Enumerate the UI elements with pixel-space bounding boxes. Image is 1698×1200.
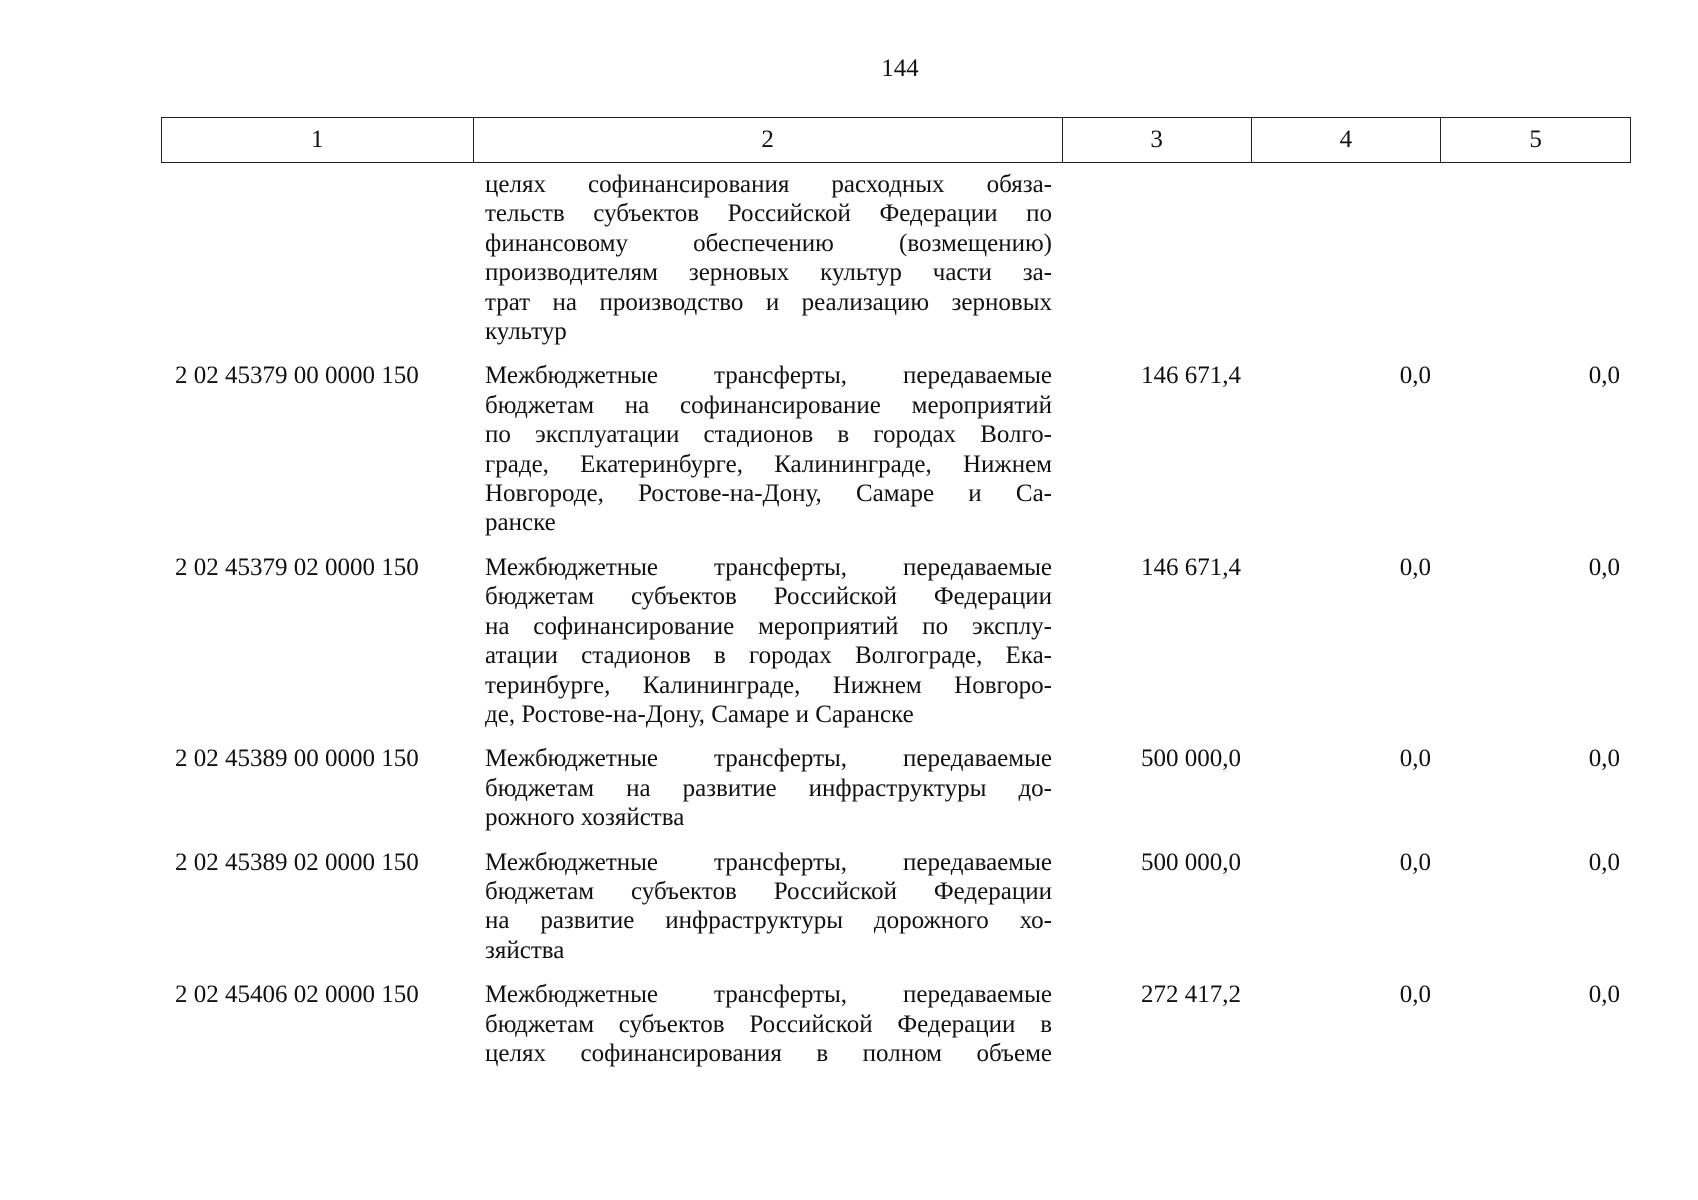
value-col-4 (1252, 170, 1442, 346)
budget-code: 2 02 45379 02 0000 150 (175, 553, 419, 581)
description-line: бюджетам на софинансирование мероприятий (485, 391, 1052, 419)
header-col-1: 1 (162, 118, 474, 162)
value-col-5: 0,0 (1588, 745, 1620, 773)
header-col-3: 3 (1063, 118, 1252, 162)
header-col-2: 2 (474, 118, 1063, 162)
value-col-3: 500 000,0 (1141, 745, 1241, 773)
description-line: теринбурге, Калининграде, Нижнем Новгоро- (485, 671, 1052, 699)
description-line: граде, Екатеринбурге, Калининграде, Нижнем (485, 450, 1052, 478)
table-row (161, 361, 1631, 537)
description-line: Межбюджетные трансферты, передаваемые (485, 848, 1052, 876)
description-line: по эксплуатации стадионов в городах Волго- (485, 421, 1052, 449)
description-line: целях софинансирования расходных обяза- (485, 171, 1052, 198)
description-line: культур (485, 318, 567, 346)
table-header (161, 117, 1631, 163)
description-line: трат на производство и реализацию зерновых (485, 288, 1052, 316)
description-line: на софинансирование мероприятий по эксплу- (485, 612, 1052, 640)
description-line: на развитие инфраструктуры дорожного хо- (485, 907, 1052, 935)
budget-code (161, 170, 473, 346)
table-row (161, 170, 1631, 346)
budget-code: 2 02 45406 02 0000 150 (175, 981, 419, 1009)
value-col-4: 0,0 (1399, 553, 1431, 581)
description-line: рожного хозяйства (485, 804, 685, 832)
value-col-4: 0,0 (1399, 362, 1431, 390)
description-line: бюджетам субъектов Российской Федерации (485, 877, 1052, 905)
header-col-5: 5 (1529, 126, 1542, 153)
description (473, 744, 1063, 832)
table-body (161, 170, 1631, 1083)
value-col-5 (1442, 170, 1631, 346)
description-line: тельств субъектов Российской Федерации по (485, 200, 1052, 228)
value-col-4: 0,0 (1399, 745, 1431, 773)
value-col-3: 500 000,0 (1141, 848, 1241, 876)
description-line: зяйства (485, 936, 565, 964)
description (473, 361, 1063, 537)
description (473, 980, 1063, 1068)
value-col-4: 0,0 (1399, 848, 1431, 876)
description-line: де, Ростове-на-Дону, Самаре и Саранске (485, 700, 914, 728)
description-line: атации стадионов в городах Волгограде, Ека- (485, 642, 1052, 670)
description-line: производителям зерновых культур части за- (485, 259, 1052, 287)
description-line: Межбюджетные трансферты, передаваемые (485, 553, 1052, 581)
table-row (161, 553, 1631, 729)
value-col-3 (1063, 170, 1252, 346)
description-line: бюджетам субъектов Российской Федерации (485, 583, 1052, 611)
value-col-4: 0,0 (1399, 981, 1431, 1009)
budget-code: 2 02 45379 00 0000 150 (175, 362, 419, 390)
table-row (161, 980, 1631, 1068)
description-line: ранске (485, 509, 556, 537)
table-row (161, 744, 1631, 832)
value-col-5: 0,0 (1588, 981, 1620, 1009)
budget-code: 2 02 45389 00 0000 150 (175, 745, 419, 773)
value-col-3: 146 671,4 (1141, 362, 1241, 390)
description (473, 553, 1063, 729)
description-line: Межбюджетные трансферты, передаваемые (485, 362, 1052, 390)
table-row (161, 848, 1631, 966)
description-line: бюджетам на развитие инфраструктуры до- (485, 774, 1052, 802)
description-line: Межбюджетные трансферты, передаваемые (485, 981, 1052, 1009)
budget-code: 2 02 45389 02 0000 150 (175, 848, 419, 876)
value-col-5: 0,0 (1588, 848, 1620, 876)
value-col-5: 0,0 (1588, 553, 1620, 581)
value-col-3: 272 417,2 (1141, 981, 1241, 1009)
header-col-4: 4 (1252, 118, 1442, 162)
description-line: Межбюджетные трансферты, передаваемые (485, 745, 1052, 773)
description (473, 848, 1063, 966)
description-line: бюджетам субъектов Российской Федерации в (485, 1010, 1052, 1038)
description-line: целях софинансирования в полном объеме (485, 1039, 1052, 1067)
description-line: финансовому обеспечению (возмещению) (485, 229, 1052, 257)
value-col-3: 146 671,4 (1141, 553, 1241, 581)
description-line: Новгороде, Ростове-на-Дону, Самаре и Са- (485, 480, 1052, 508)
page-number: 144 (881, 55, 919, 82)
value-col-5: 0,0 (1588, 362, 1620, 390)
description (473, 170, 1063, 346)
